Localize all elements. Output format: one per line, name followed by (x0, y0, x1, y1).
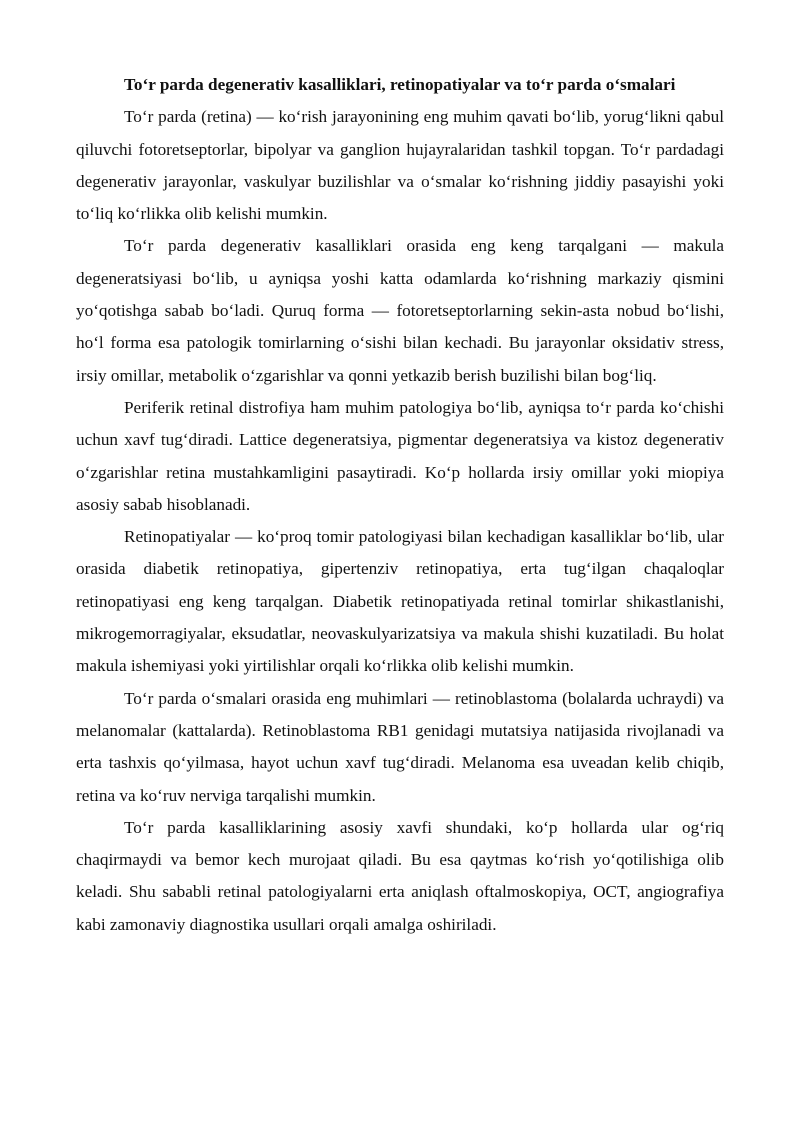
paragraph-retina-intro: To‘r parda (retina) — ko‘rish jarayonining eng muhim qavati bo‘lib, yorug‘likni qabul qiluvchi fotoretseptorlar, bipolyar va ganglion hujayralaridan tashkil topgan. To‘r pardadagi degenerativ jarayonlar, vaskulyar buzilishlar va o‘smalar ko‘rishning jiddiy pasayishi yoki to‘liq ko‘rlikka olib kelishi mumkin. (76, 107, 724, 224)
paragraph-peripheral-dystrophy: Periferik retinal distrofiya ham muhim patologiya bo‘lib, ayniqsa to‘r parda ko‘chishi uchun xavf tug‘diradi. Lattice degeneratsiya, pigmentar degeneratsiya va kistoz degenerativ o‘zgarishlar retina mustahkamligini pasaytiradi. Ko‘p hollarda irsiy omillar yoki miopiya asosiy sabab hisoblanadi. (76, 397, 724, 514)
paragraph-retinal-tumors: To‘r parda o‘smalari orasida eng muhimlari — retinoblastoma (bolalarda uchraydi) va melanomalar (kattalarda). Retinoblastoma RB1 genidagi mutatsiya natijasida rivojlanadi va erta tashxis qo‘yilmasa, hayot uchun xavf tug‘diradi. Melanoma esa uveadan kelib chiqib, retina va ko‘ruv nerviga tarqalishi mumkin. (76, 688, 724, 805)
paragraph-retinopathies: Retinopatiyalar — ko‘proq tomir patologiyasi bilan kechadigan kasalliklar bo‘lib, ular orasida diabetik retinopatiya, gipertenziv retinopatiya, erta tug‘ilgan chaqaloqlar retinopatiyasi eng keng tarqalgan. Diabetik retinopatiyada retinal tomirlar shikastlanishi, mikrogemorragiyalar, eksudatlar, neovaskulyarizatsiya va makula shishi kuzatiladi. Bu holat makula ishemiyasi yoki yirtilishlar orqali ko‘rlikka olib kelishi mumkin. (76, 527, 724, 676)
paragraph-macular-degeneration: To‘r parda degenerativ kasalliklari orasida eng keng tarqalgani — makula degeneratsiyasi bo‘lib, u ayniqsa yoshi katta odamlarda ko‘rishning markaziy qismini yo‘qotishga sabab bo‘ladi. Quruq forma — fotoretseptorlarning sekin-asta nobud bo‘lishi, ho‘l forma esa patologik tomirlarning o‘sishi bilan kechadi. Bu jarayonlar oksidativ stress, irsiy omillar, metabolik o‘zgarishlar va qonni yetkazib berish buzilishi bilan bog‘liq. (76, 236, 724, 385)
paragraph-conclusion: To‘r parda kasalliklarining asosiy xavfi shundaki, ko‘p hollarda ular og‘riq chaqirmaydi va bemor kech murojaat qiladi. Bu esa qaytmas ko‘rish yo‘qotilishiga olib keladi. Shu sababli retinal patologiyalarni erta aniqlash oftalmoskopiya, OCT, angiografiya kabi zamonaviy diagnostika usullari orqali amalga oshiriladi. (76, 817, 724, 934)
document-title: To‘r parda degenerativ kasalliklari, retinopatiyalar va to‘r parda o‘smalari (124, 75, 676, 94)
